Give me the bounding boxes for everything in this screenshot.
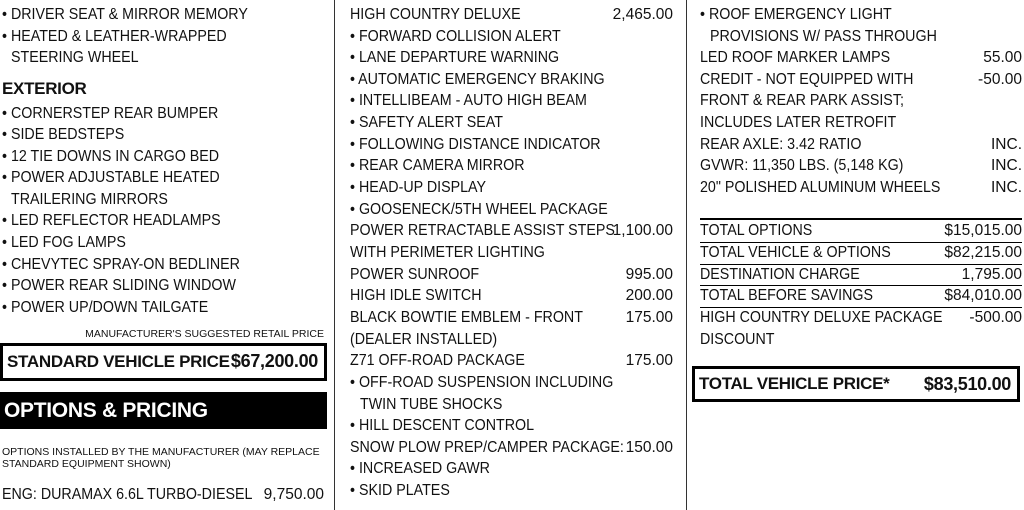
column-options [340,0,676,510]
total-value: 1,795.00 [961,266,1022,283]
options-banner-label: OPTIONS & PRICING [4,399,208,422]
list-item: • OFF-ROAD SUSPENSION INCLUDING [350,374,614,391]
option-price: INC. [991,179,1022,196]
option-row [700,134,1022,156]
column-totals [690,0,1024,510]
total-label-continued: DISCOUNT [700,331,775,348]
total-vehicle-price-box [692,366,1020,402]
option-label: HIGH COUNTRY DELUXE [350,6,521,23]
list-item: • SIDE BEDSTEPS [2,126,125,143]
list-item: • LANE DEPARTURE WARNING [350,49,560,66]
total-value: $15,015.00 [944,222,1022,239]
option-row [700,177,1022,199]
option-price: INC. [991,136,1022,153]
column-divider [686,0,687,510]
option-label: Z71 OFF-ROAD PACKAGE [350,352,525,369]
option-row [350,220,673,242]
option-price: -50.00 [978,71,1022,88]
total-label: HIGH COUNTRY DELUXE PACKAGE [700,309,943,326]
option-label: BLACK BOWTIE EMBLEM - FRONT [350,309,583,326]
list-item: • POWER UP/DOWN TAILGATE [2,299,209,316]
option-row [700,155,1022,177]
standard-price-box [0,343,327,381]
list-item: STEERING WHEEL [11,49,139,66]
option-price: 200.00 [625,287,673,304]
list-item: • SAFETY ALERT SEAT [350,114,503,131]
list-item: • INCREASED GAWR [350,460,490,477]
list-item: • INTELLIBEAM - AUTO HIGH BEAM [350,92,587,109]
option-label-continued: INCLUDES LATER RETROFIT [700,114,897,131]
total-label: TOTAL VEHICLE & OPTIONS [700,244,891,261]
list-item: • AUTOMATIC EMERGENCY BRAKING [350,71,605,88]
option-row [350,264,673,286]
total-row [700,307,1022,329]
standard-price-label: STANDARD VEHICLE PRICE [7,352,230,371]
option-row-engine [2,484,324,506]
options-banner [0,392,327,429]
option-price: 1,100.00 [612,222,673,239]
column-standard-equipment [0,0,330,510]
option-label: 20" POLISHED ALUMINUM WHEELS [700,179,941,196]
option-label: POWER RETRACTABLE ASSIST STEPS [350,222,615,239]
options-note: STANDARD EQUIPMENT SHOWN) [2,458,171,470]
exterior-heading: EXTERIOR [2,79,87,98]
option-price: 150.00 [625,439,673,456]
msrp-note: MANUFACTURER'S SUGGESTED RETAIL PRICE [85,328,324,340]
list-item: • CORNERSTEP REAR BUMPER [2,105,219,122]
option-label: LED ROOF MARKER LAMPS [700,49,891,66]
option-price: 995.00 [625,266,673,283]
list-item: • FOLLOWING DISTANCE INDICATOR [350,136,601,153]
option-row [350,437,673,459]
option-label: REAR AXLE: 3.42 RATIO [700,136,862,153]
column-divider [334,0,335,510]
total-row [700,242,1022,264]
option-price: 2,465.00 [612,6,673,23]
option-price: 175.00 [625,309,673,326]
option-label: GVWR: 11,350 LBS. (5,148 KG) [700,157,904,174]
list-item: • LED REFLECTOR HEADLAMPS [2,212,221,229]
list-item: • GOOSENECK/5TH WHEEL PACKAGE [350,201,608,218]
standard-price-value: $67,200.00 [230,351,318,371]
option-row [350,285,673,307]
option-row [700,47,1022,69]
total-row [700,264,1022,286]
option-label: CREDIT - NOT EQUIPPED WITH [700,71,914,88]
total-value: -500.00 [969,309,1022,326]
list-item: • DRIVER SEAT & MIRROR MEMORY [2,6,248,23]
option-price: INC. [991,157,1022,174]
total-row [700,220,1022,242]
total-row [700,285,1022,307]
option-label-continued: FRONT & REAR PARK ASSIST; [700,92,904,109]
list-item: • HEATED & LEATHER-WRAPPED [2,28,227,45]
total-label: TOTAL OPTIONS [700,222,813,239]
option-row [350,350,673,372]
option-label: POWER SUNROOF [350,266,480,283]
list-item: • LED FOG LAMPS [2,234,126,251]
list-item: • REAR CAMERA MIRROR [350,157,525,174]
option-price: 9,750.00 [263,486,324,503]
option-label-continued: (DEALER INSTALLED) [350,331,498,348]
option-row [350,307,673,329]
option-label: ENG: DURAMAX 6.6L TURBO-DIESEL [2,486,253,503]
list-item: TWIN TUBE SHOCKS [360,396,503,413]
total-value: $82,215.00 [944,244,1022,261]
total-vehicle-price-label: TOTAL VEHICLE PRICE* [699,374,890,393]
list-item: • CHEVYTEC SPRAY-ON BEDLINER [2,256,240,273]
option-label-continued: WITH PERIMETER LIGHTING [350,244,545,261]
option-row [350,4,673,26]
option-label: SNOW PLOW PREP/CAMPER PACKAGE: [350,439,624,456]
total-label: DESTINATION CHARGE [700,266,860,283]
list-item: • 12 TIE DOWNS IN CARGO BED [2,148,220,165]
list-item: • SKID PLATES [350,482,450,499]
total-label: TOTAL BEFORE SAVINGS [700,287,874,304]
list-item: • HILL DESCENT CONTROL [350,417,535,434]
options-note: OPTIONS INSTALLED BY THE MANUFACTURER (MAY REPLACE [2,446,320,458]
list-item: • HEAD-UP DISPLAY [350,179,487,196]
list-item: • FORWARD COLLISION ALERT [350,28,561,45]
option-price: 175.00 [625,352,673,369]
total-vehicle-price-value: $83,510.00 [923,374,1011,394]
list-item: PROVISIONS W/ PASS THROUGH [710,28,937,45]
option-label: HIGH IDLE SWITCH [350,287,482,304]
option-price: 55.00 [983,49,1022,66]
option-row [700,69,1022,91]
list-item: • POWER REAR SLIDING WINDOW [2,277,236,294]
total-value: $84,010.00 [944,287,1022,304]
list-item: • POWER ADJUSTABLE HEATED [2,169,220,186]
list-item: TRAILERING MIRRORS [11,191,168,208]
list-item: • ROOF EMERGENCY LIGHT [700,6,892,23]
